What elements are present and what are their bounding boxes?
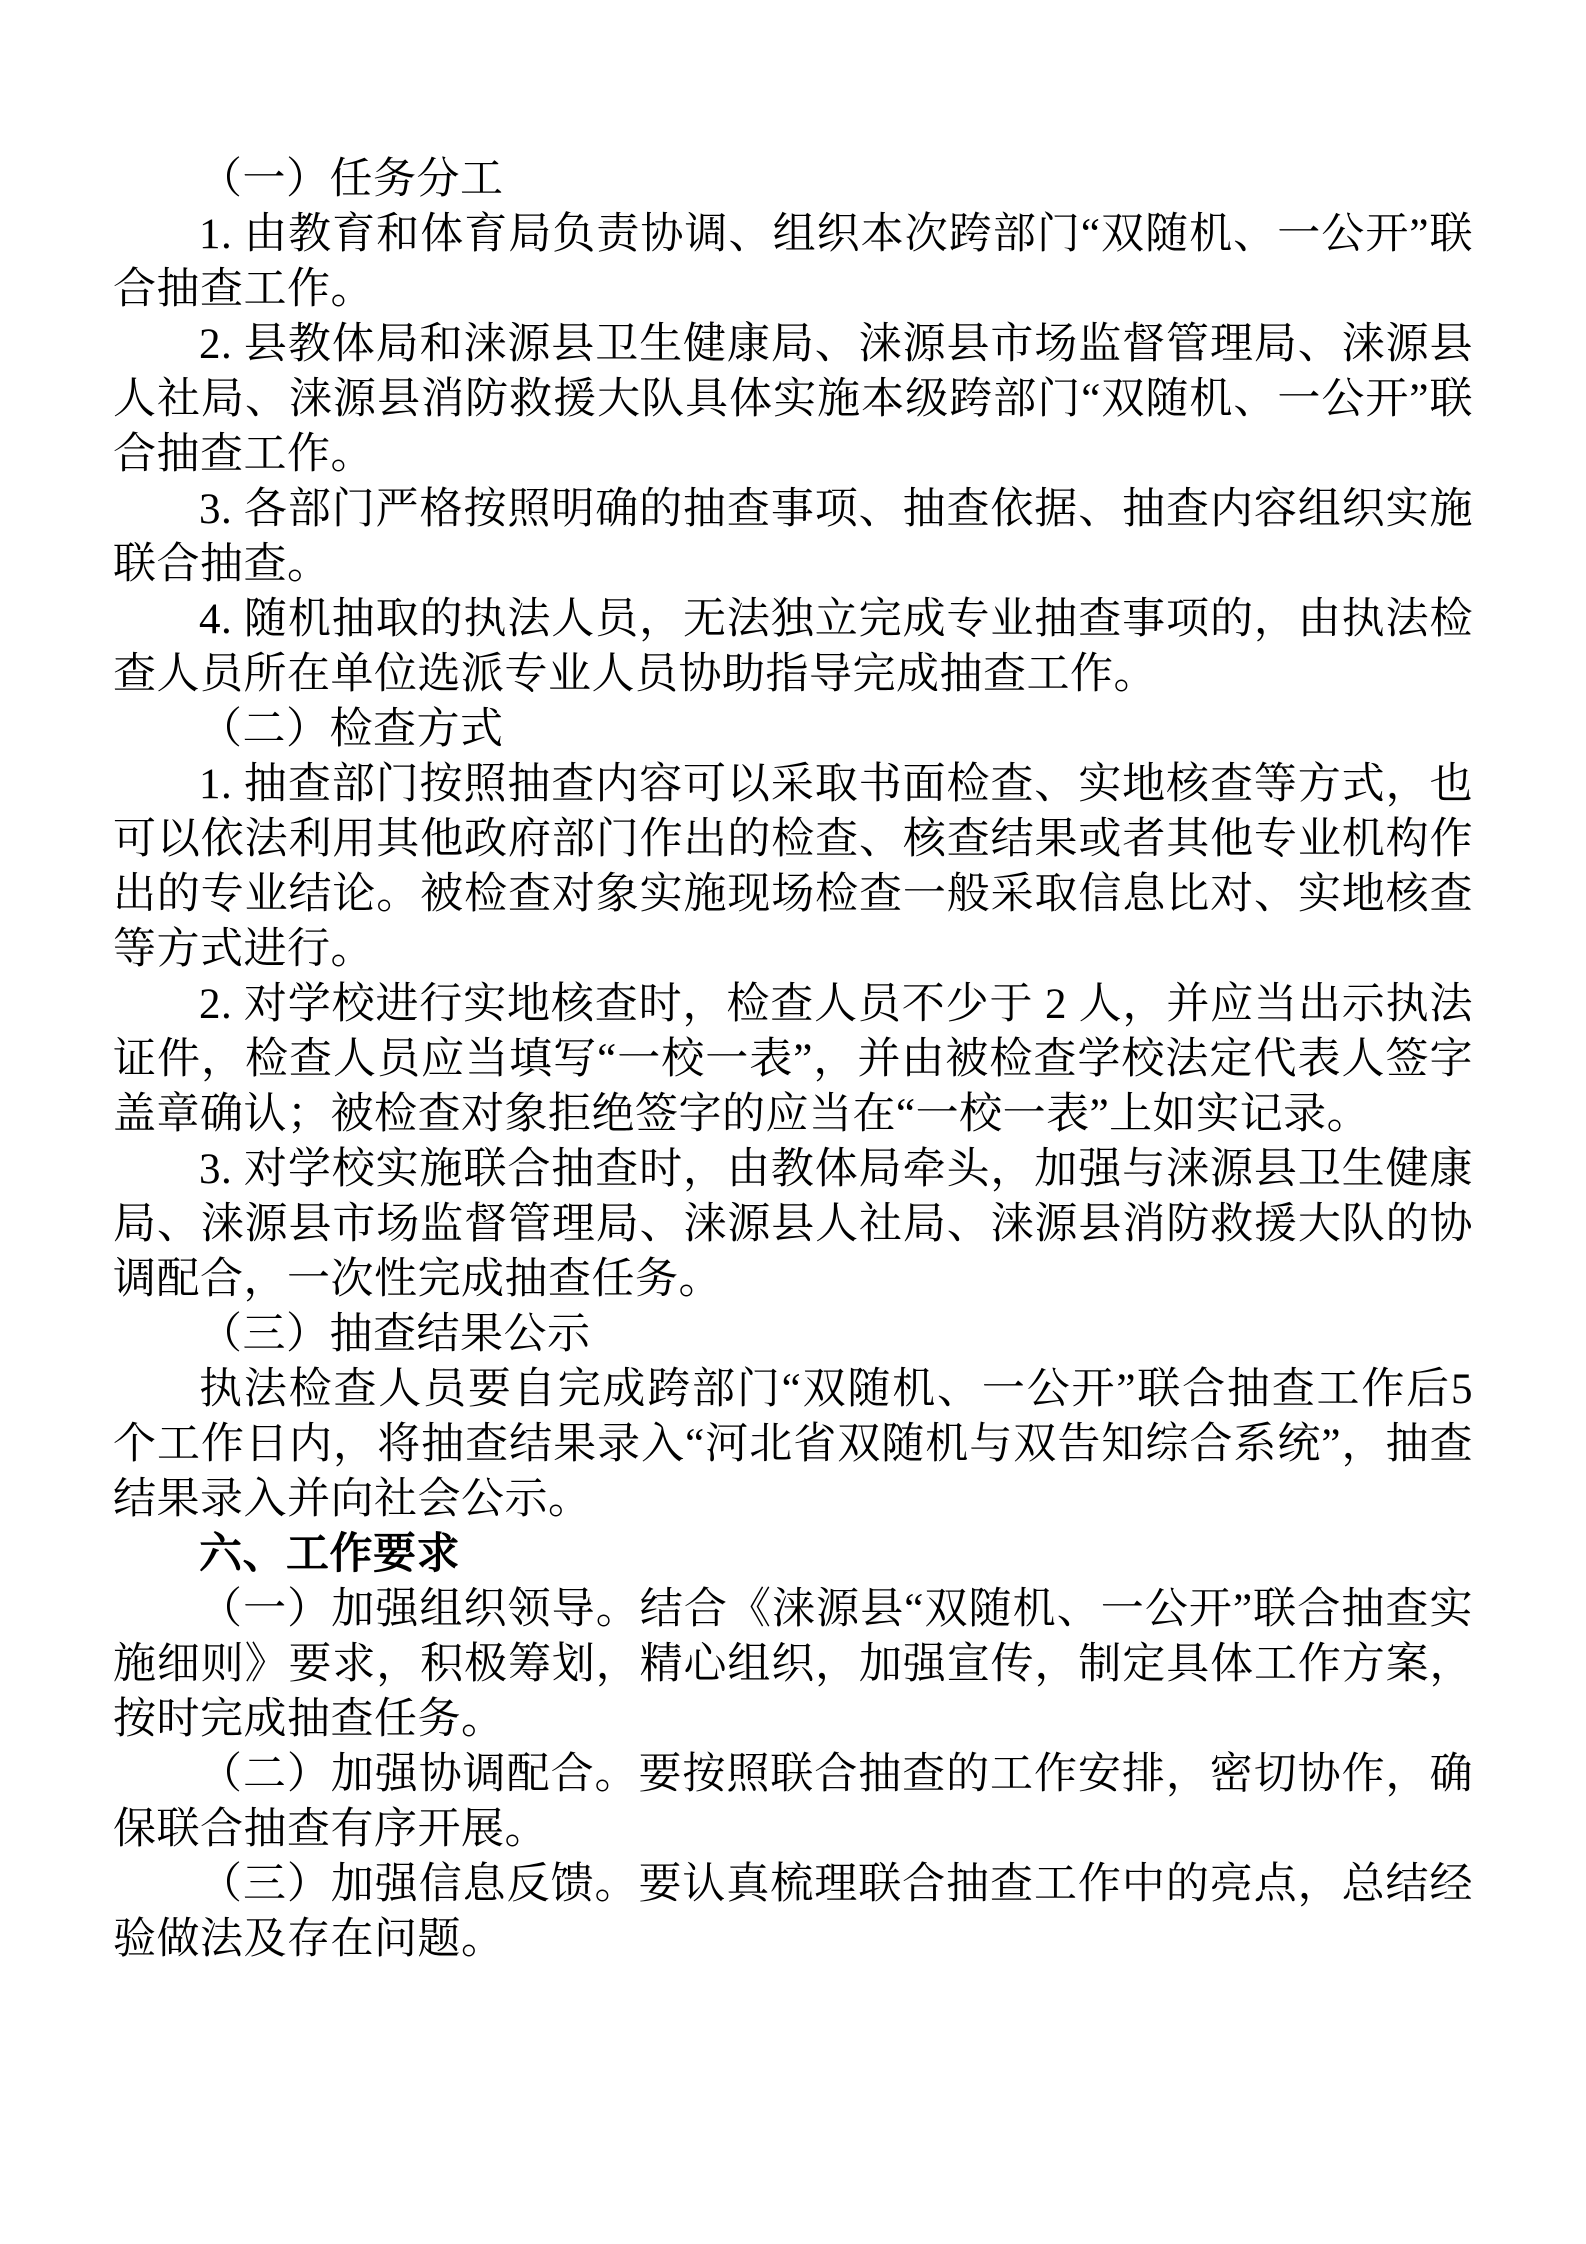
subsection-heading-inspection-method: （二）检查方式 xyxy=(199,706,504,753)
subsection-heading-task-division: （一）任务分工 xyxy=(199,156,504,203)
paragraph-method-3: 3. 对学校实施联合抽查时，由教体局牵头，加强与涞源县卫生健康局、涞源县市场监督管理局、涞源县人社局、涞源县消防救援大队的协调配合，一次性完成抽查任务。 xyxy=(113,1146,1473,1303)
paragraph-task-3: 3. 各部门严格按照明确的抽查事项、抽查依据、抽查内容组织实施联合抽查。 xyxy=(113,486,1473,588)
paragraph-task-2: 2. 县教体局和涞源县卫生健康局、涞源县市场监督管理局、涞源县人社局、涞源县消防救援大队具体实施本级跨部门“双随机、一公开”联合抽查工作。 xyxy=(113,321,1473,478)
paragraph-requirement-3: （三）加强信息反馈。要认真梳理联合抽查工作中的亮点，总结经验做法及存在问题。 xyxy=(113,1861,1473,1963)
paragraph-requirement-2: （二）加强协调配合。要按照联合抽查的工作安排，密切协作，确保联合抽查有序开展。 xyxy=(113,1751,1473,1853)
paragraph-task-4: 4. 随机抽取的执法人员，无法独立完成专业抽查事项的，由执法检查人员所在单位选派专业人员协助指导完成抽查工作。 xyxy=(113,596,1473,698)
paragraph-method-1: 1. 抽查部门按照抽查内容可以采取书面检查、实地核查等方式，也可以依法利用其他政府部门作出的检查、核查结果或者其他专业机构作出的专业结论。被检查对象实施现场检查一般采取信息比对、实地核查等方式进行。 xyxy=(113,761,1473,973)
paragraph-task-1: 1. 由教育和体育局负责协调、组织本次跨部门“双随机、一公开”联合抽查工作。 xyxy=(113,211,1473,313)
subsection-heading-result-publicity: （三）抽查结果公示 xyxy=(199,1311,591,1358)
document-body xyxy=(113,152,1473,1967)
paragraph-requirement-1: （一）加强组织领导。结合《涞源县“双随机、一公开”联合抽查实施细则》要求，积极筹划，精心组织，加强宣传，制定具体工作方案，按时完成抽查任务。 xyxy=(113,1586,1473,1743)
section-heading-work-requirements: 六、工作要求 xyxy=(199,1531,460,1578)
paragraph-method-2: 2. 对学校进行实地核查时，检查人员不少于 2 人，并应当出示执法证件，检查人员应当填写“一校一表”，并由被检查学校法定代表人签字盖章确认；被检查对象拒绝签字的应当在“一校一表”上如实记录。 xyxy=(113,981,1473,1138)
paragraph-result-publicity: 执法检查人员要自完成跨部门“双随机、一公开”联合抽查工作后5个工作日内，将抽查结果录入“河北省双随机与双告知综合系统”，抽查结果录入并向社会公示。 xyxy=(113,1366,1473,1523)
